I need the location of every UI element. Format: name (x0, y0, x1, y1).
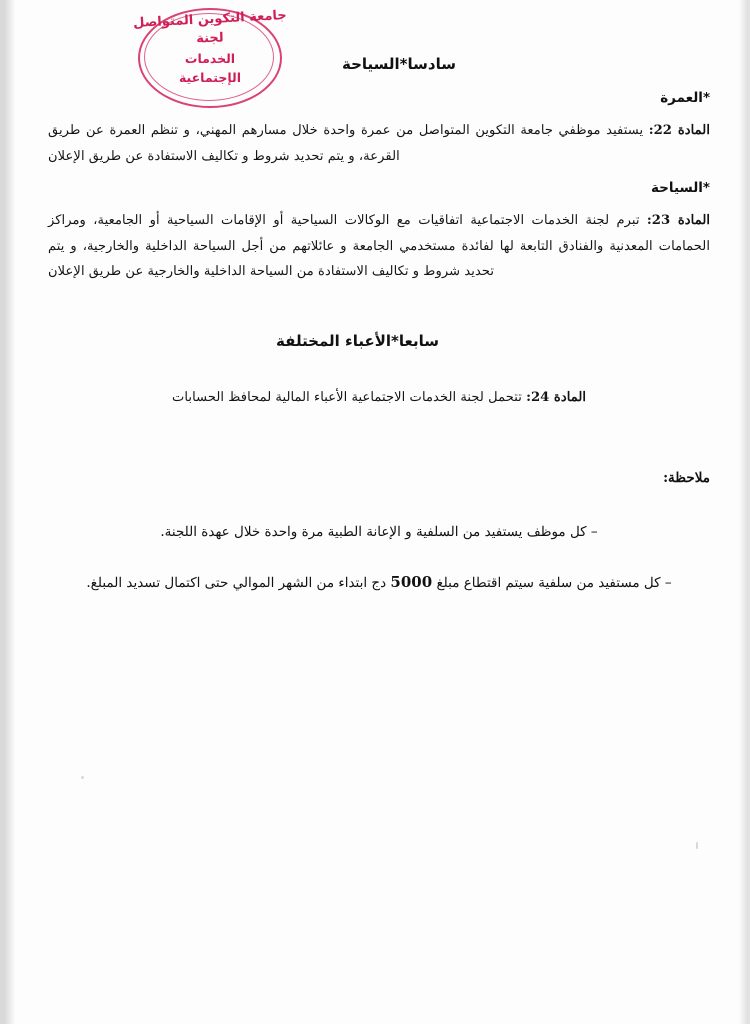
note-item-2-after: دج ابتداء من الشهر الموالي حتى اكتمال تسديد المبلغ. (86, 575, 391, 591)
subsection-title-tourism: *السياحة (651, 180, 710, 196)
article-23-number: المادة 23: (646, 213, 710, 228)
stamp-line-1: جامعة التكوين المتواصل (132, 7, 288, 32)
section-title-various-charges: سابعا*الأعباء المختلفة (276, 332, 439, 350)
stamp-line-4: الإجتماعية (178, 70, 242, 85)
article-24-text: تتحمل لجنة الخدمات الاجتماعية الأعباء المالية لمحافظ الحسابات (171, 390, 522, 405)
article-24-paragraph (48, 385, 710, 411)
section-title-tourism: سادسا*السياحة (341, 55, 456, 73)
article-23-text: تبرم لجنة الخدمات الاجتماعية اتفاقيات مع الوكالات السياحية أو الإقامات السياحية أو الجامعية، ومراكز الحمامات المعدنية والفنادق التابعة لها لفائدة مستخدمي الجامعة و عائلاتهم من أجل السياحة الداخلية والخارجية، و يتم تحديد شروط و تكاليف الاستفادة من السياحة الداخلية والخارجية عن طريق الإعلان (48, 213, 710, 280)
article-23-paragraph (48, 208, 710, 285)
note-item-1: – كل موظف يستفيد من السلفية و الإعانة الطبية مرة واحدة خلال عهدة اللجنة. (160, 524, 598, 540)
stamp-inner-ring (144, 13, 274, 101)
subsection-title-omra: *العمرة (660, 90, 710, 106)
note-item-2-before: – كل مستفيد من سلفية سيتم اقتطاع مبلغ (432, 575, 672, 591)
article-22-number: المادة 22: (648, 123, 710, 138)
committee-stamp (130, 6, 290, 108)
scan-speckle (696, 842, 698, 849)
scan-speckle (81, 776, 84, 779)
stamp-outer-ring (138, 8, 282, 108)
page-content (33, 0, 720, 1024)
article-24-number: المادة 24: (526, 390, 587, 405)
article-22-paragraph (48, 118, 710, 169)
stamp-line-3: الخدمات (184, 51, 236, 66)
note-item-2 (48, 568, 710, 597)
article-22-text: يستفيد موظفي جامعة التكوين المتواصل من عمرة واحدة خلال مسارهم المهني، و تنظم العمرة عن طريق القرعة، و يتم تحديد شروط و تكاليف الاستفادة عن طريق الإعلان (48, 123, 644, 164)
note-item-2-amount: 5000 (390, 573, 433, 591)
stamp-line-2: لجنة (195, 30, 224, 47)
note-label: ملاحظة: (663, 470, 710, 486)
